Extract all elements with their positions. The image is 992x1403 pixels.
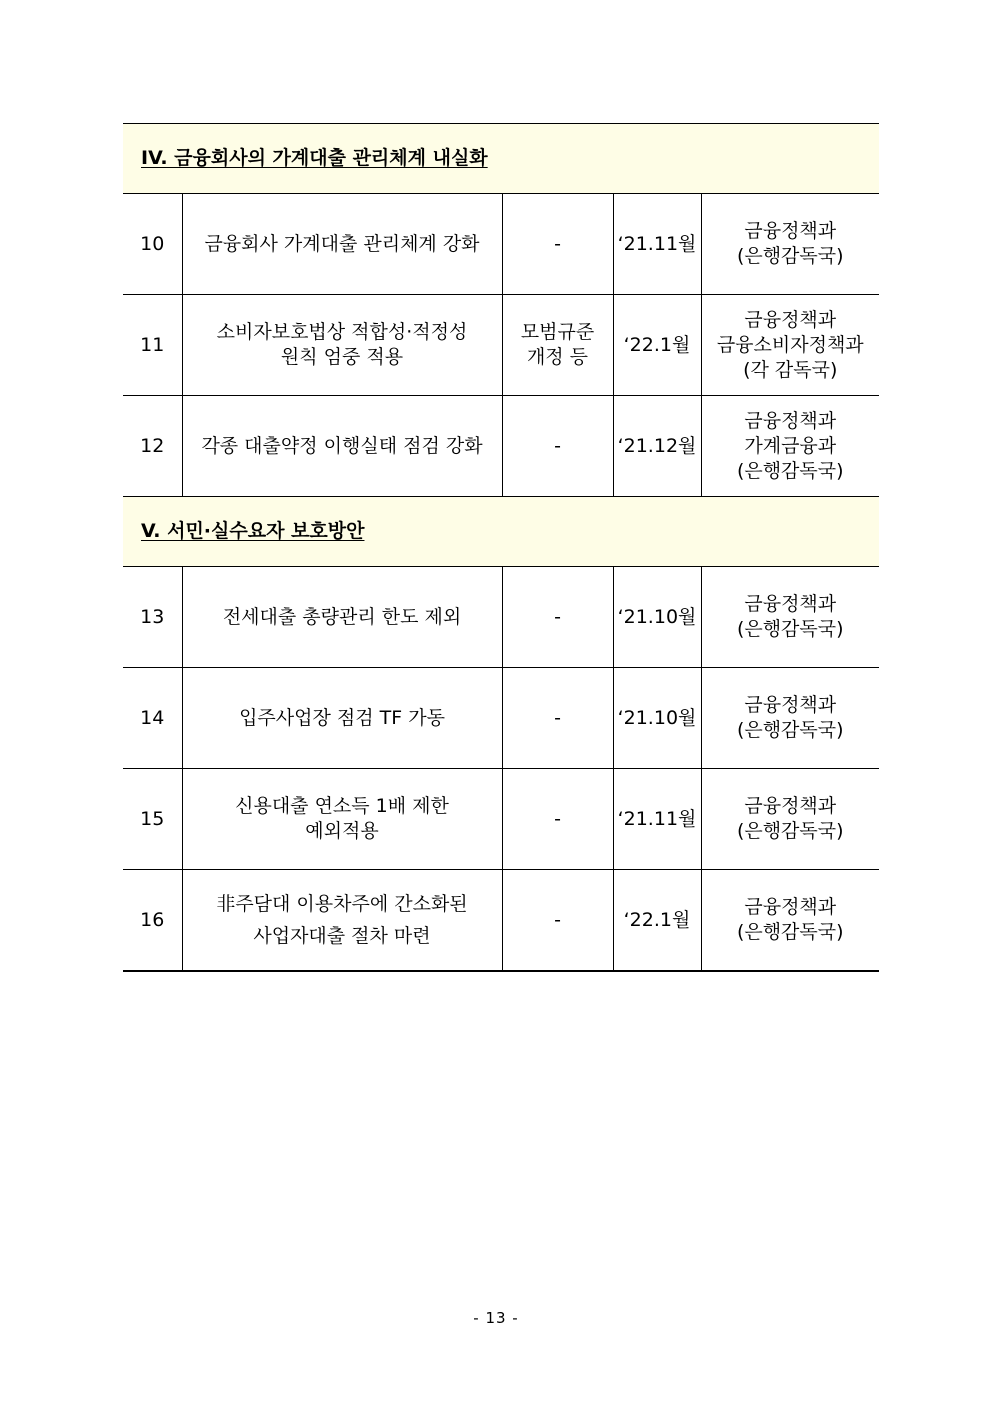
- date-cell: ‘21.11월: [613, 194, 701, 295]
- section-header-iv: [123, 124, 879, 194]
- task-cell: 금융회사 가계대출 관리체계 강화: [182, 194, 502, 295]
- item-number: 14: [123, 668, 182, 769]
- item-number: 15: [123, 769, 182, 870]
- table-row: [123, 769, 879, 870]
- table-row: [123, 396, 879, 497]
- task-cell: 소비자보호법상 적합성·적정성 원칙 엄중 적용: [182, 295, 502, 396]
- item-number: 16: [123, 870, 182, 972]
- date-cell: ‘21.12월: [613, 396, 701, 497]
- date-cell: ‘21.10월: [613, 668, 701, 769]
- note-cell: -: [502, 396, 613, 497]
- task-cell: 각종 대출약정 이행실태 점검 강화: [182, 396, 502, 497]
- table-row: [123, 295, 879, 396]
- date-cell: ‘21.10월: [613, 567, 701, 668]
- task-cell: 非주담대 이용차주에 간소화된 사업자대출 절차 마련: [182, 870, 502, 972]
- item-number: 10: [123, 194, 182, 295]
- dept-cell: 금융정책과 (은행감독국): [701, 194, 879, 295]
- date-cell: ‘21.11월: [613, 769, 701, 870]
- table-row: [123, 194, 879, 295]
- note-cell: -: [502, 567, 613, 668]
- section-title: IV. 금융회사의 가계대출 관리체계 내실화: [123, 124, 879, 194]
- note-cell: 모범규준 개정 등: [502, 295, 613, 396]
- item-number: 13: [123, 567, 182, 668]
- item-number: 11: [123, 295, 182, 396]
- date-cell: ‘22.1월: [613, 870, 701, 972]
- item-number: 12: [123, 396, 182, 497]
- task-cell: 신용대출 연소득 1배 제한 예외적용: [182, 769, 502, 870]
- dept-cell: 금융정책과 (은행감독국): [701, 668, 879, 769]
- note-cell: -: [502, 668, 613, 769]
- dept-cell: 금융정책과 (은행감독국): [701, 870, 879, 972]
- task-table: [123, 123, 879, 972]
- section-title: V. 서민·실수요자 보호방안: [123, 497, 879, 567]
- table-row: [123, 567, 879, 668]
- task-cell: 입주사업장 점검 TF 가동: [182, 668, 502, 769]
- task-cell: 전세대출 총량관리 한도 제외: [182, 567, 502, 668]
- dept-cell: 금융정책과 (은행감독국): [701, 769, 879, 870]
- dept-cell: 금융정책과 금융소비자정책과 (각 감독국): [701, 295, 879, 396]
- date-cell: ‘22.1월: [613, 295, 701, 396]
- page-number: - 13 -: [473, 1309, 519, 1327]
- table-row: [123, 870, 879, 972]
- dept-cell: 금융정책과 가계금융과 (은행감독국): [701, 396, 879, 497]
- section-header-v: [123, 497, 879, 567]
- note-cell: -: [502, 870, 613, 972]
- note-cell: -: [502, 769, 613, 870]
- note-cell: -: [502, 194, 613, 295]
- dept-cell: 금융정책과 (은행감독국): [701, 567, 879, 668]
- table-row: [123, 668, 879, 769]
